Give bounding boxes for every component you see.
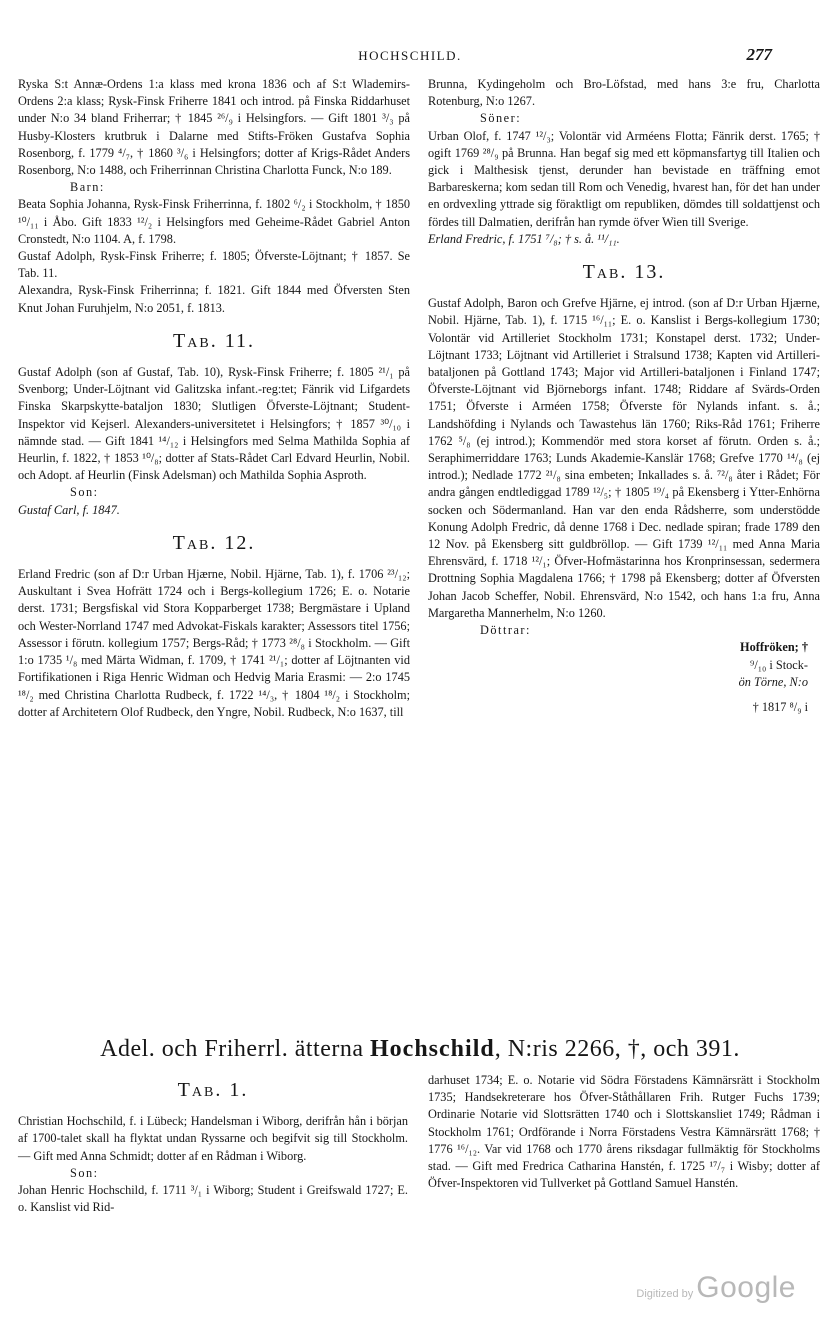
tab-12-heading: Tab. 12. — [172, 531, 256, 554]
tab-11-text: Gustaf Adolph (son af Gustaf, Tab. 10), Rysk-Finsk Friherre; f. 1805 ²¹/₁ på Svenborg; Under-Löjtnant vid Galitzska infant.-reg:tet; Fänrik vid Lifgardets Finska Skarpskytte-bataljon 1830; Slutligen Öfverste-Löjtnant; Student-Inspektor vid Kejserl. Alexanders-universitetet i Helsingfors; † 1857 ³⁰/₁₀ i nämnde stad. — Gift 1841 ¹⁴/₁₂ i Helsingfors med Selma Mathilda Sophia af Heurlin, f. 1822, † 1853 ¹⁰/₈; dotter af Stats-Rådet Carl Edvard Heurlin, Nobil. och Adopt. af Heurlin (Finsk Adelsman) och Mathilda Sophia Asproth. — [18, 365, 410, 483]
family-title-name: Hochschild — [370, 1036, 495, 1062]
dottrar-label: Döttrar: — [480, 623, 531, 638]
bottom-right-column — [428, 1072, 820, 1192]
intro-paragraph: Ryska S:t Annæ-Ordens 1:a klass med krona 1836 och af S:t Wlademirs-Ordens 2:a klass; Rysk-Finsk Friherre 1841 och introd. på Finska Riddarhuset under N:o 34 bland Friherrar; † 1845 ²⁶/₉ i Helsingfors. — Gift 1801 ³/₃ på Husby-Klosters krutbruk i Dalarne med Stifts-Fröken Gustafva Sophia Rosenborg, f. 1779 ⁴/₇, † 1860 ³/₆ i Helsingfors; dotter af Krigs-Rådet Anders Rosenborg, N:o 1488, och Friherrinnan Christina Charlotta Funck, N:o 189. — [18, 77, 410, 178]
tab-12-text: Erland Fredric (son af D:r Urban Hjærne, Nobil. Hjärne, Tab. 1), f. 1706 ²³/₁₂; Auskultant i Svea Hofrätt 1724 och i Bergs-kollegium 1726; E. o. Notarie derst. 1731; Bergsfiskal vid Stora Kopparberget 1738; Bergmästare i Upland och Wester-Norrland 1747 med Advokat-Fiskals karakter; Assessors titel 1756; Assessor i förutn. kollegium 1757; Bergs-Råd; † 1773 ²⁸/₈ i Stockholm. — Gift 1:o 1735 ¹/₈ med Märta Widman, f. 1709, † 1741 ²¹/₁; dotter af Löjtnanten vid Fortifikationen i Riga Henric Widman och Hedvig Maria Erasmi: — 2:o 1745 ¹⁸/₂ med Christina Charlotta Rudbeck, f. 1722 ¹⁴/₃, † 1804 ¹⁸/₂ i Stockholm; dotter af Architetern Olof Rudbeck, den Yngre, Nobil. Rudbeck, N:o 1637, till — [18, 567, 410, 719]
tab-1-text: Christian Hochschild, f. i Lübeck; Handelsman i Wiborg, derifrån hån i början af 1700-talet skall ha flyktat undan Ryssarne och begifvit sig till Stockholm. — Gift med Anna Schmidt; dotter af en Rådman i Wiborg. — [18, 1114, 408, 1163]
tab-13-heading: Tab. 13. — [582, 261, 666, 284]
bottom-left-column — [18, 1079, 408, 1216]
page-number: 277 — [746, 45, 772, 64]
dottrar-line-4: † 1817 ⁸/₉ i — [752, 699, 808, 714]
bottom-son-label: Son: — [70, 1165, 99, 1180]
tab-11-heading: Tab. 11. — [173, 329, 255, 352]
soner-label: Söner: — [480, 111, 522, 126]
barn-entry-3: Alexandra, Rysk-Finsk Friherrinna; f. 1821. Gift 1844 med Öfversten Sten Knut Johan Furuhjelm, N:o 2051, f. 1813. — [18, 283, 410, 315]
tab-13-text: Gustaf Adolph, Baron och Grefve Hjärne, ej introd. (son af D:r Urban Hjærne, Nobil. Hjärne, Tab. 1), f. 1715 ¹⁶/₁₁; E. o. Kanslist i Bergs-kollegium 1730; Volontär vid Artilleriet Stockholm 1731; Konstapel derst. 1732; Under-Löjtnant 1733; Löjtnant vid Artilleriet i Stralsund 1738; Kapten vid Artilleri-bataljonen på Gottland 1743; Major vid Artilleri-bataljonen i Finland 1747; Öfverste-Löjtnant vid Björneborgs infant. 1748; Riddare af Svärds-Orden 1751; Öfverste i Arméen 1758; Öfverste för Nylands infant. s. å.; Landshöfding i Nylands och Tawastehus län 1760; Riks-Råd 1761; Friherre 1762 ⁵/₈ (ej introd.); Kommendör med stora korset af förutn. Orden s. å.; Seraphimerriddare 1763; Lunds Akademie-Kanslär 1768; Grefve 1770 ¹⁴/₈ (ej introd.); Nedlade 1772 ²¹/₈ sina embeten; Inkallades s. å. ⁷²/₈ åter i Rådet; För andra gången endtlediggad 1789 ¹²/₅; † 1805 ¹⁹/₄ på Ekensberg i Ytter-Enhörna socken och Södermanland. Han var den enda Rådsherre, som understödde Konung Adolph Fredric, då denne 1768 i Dec. nedlade spiran; frade 1789 den 12 Nov. på Ekensberg sitt guldbröllop. — Gift 1739 ¹²/₁₁ med Anna Maria Ehrensvärd, f. 1718 ¹²/₁; Öfver-Hofmästarinna hos Kronprinsessan, sedermera Drottning Sophia Magdalena 1766; † 1798 på Ekensberg; dotter af Öfversten Johan Jacob Scheffer, Nobil. Ehrensvärd, N:o 1542, och hans 1:a fru, Anna Margaretha Mannerhelm, N:o 1260. — [428, 296, 820, 620]
son-entry: Gustaf Carl, f. 1847. — [18, 502, 120, 517]
google-logo-text: Google — [696, 1271, 796, 1304]
dottrar-line-3: ön Törne, N:o — [738, 674, 808, 689]
soner-entry-2: Erland Fredric, f. 1751 ⁷/₈; † s. å. ¹¹/₁₁. — [428, 231, 620, 246]
family-title-suffix: , N:ris 2266, †, och 391. — [494, 1036, 740, 1062]
son-label: Son: — [70, 485, 99, 500]
family-section-title — [0, 1036, 840, 1063]
right-column — [428, 76, 820, 716]
watermark-prefix: Digitized by — [636, 1288, 694, 1300]
soner-entry-1: Urban Olof, f. 1747 ¹²/₃; Volontär vid Arméens Flotta; Fänrik derst. 1765; † ogift 1769 ²⁸/₉ på Brunna. Han begaf sig med ett köpmansfartyg till Italien och gick i Malthesisk tjenst, derunder han bevistade en träffning emot Barbareskerna; kom sedan till Rom och Venedig, hvarest han, för det han under en ordvexling yttrade sig föraktligt om republiken, dömdes till soldattjenst och fördes till Dalmatien, derifrån han rymde öfver Wien till Sverige. — [428, 128, 820, 229]
tab-1-heading: Tab. 1. — [177, 1079, 249, 1101]
barn-entry-1: Beata Sophia Johanna, Rysk-Finsk Friherrinna, f. 1802 ⁶/₂ i Stockholm, † 1850 ¹⁰/₁₁ i Åbo. Gift 1833 ¹²/₂ i Helsingfors med Geheime-Rådet Gabriel Anton Cronstedt, N:o 1104. A, f. 1798. — [18, 197, 410, 246]
dottrar-line-1: Hoffröken; † — [740, 640, 808, 655]
continuation-text: Brunna, Kydingeholm och Bro-Löfstad, med hans 3:e fru, Charlotta Rotenburg, N:o 1267. — [428, 77, 820, 109]
family-title-prefix: Adel. och Friherrl. ätterna — [100, 1036, 364, 1062]
running-title: HOCHSCHILD. — [358, 48, 462, 63]
barn-label: Barn: — [70, 180, 105, 195]
left-column — [18, 76, 410, 721]
digitized-watermark — [636, 1271, 796, 1305]
bottom-son-text: Johan Henric Hochschild, f. 1711 ³/₁ i Wiborg; Student i Greifswald 1727; E. o. Kanslist vid Rid- — [18, 1183, 408, 1215]
barn-entry-2: Gustaf Adolph, Rysk-Finsk Friherre; f. 1805; Öfverste-Löjtnant; † 1857. Se Tab. 11. — [18, 249, 410, 281]
bottom-right-text: darhuset 1734; E. o. Notarie vid Södra Förstadens Kämnärsrätt i Stockholm 1735; Handsekreterare hos Öfver-Ståthållaren Frih. Rutger Fuchs 1739; Ordinarie Notarie vid Slottsrätten 1740 och i Slottskansliet 1749; Rådman i Stockholm 1761; Ordförande i Norra Förstadens Vestra Kämnärsrätt 1768; † 1776 ¹⁶/₁₂. Var vid 1768 och 1770 årens riksdagar fullmäktig för Stockholms stad. — Gift med Fredrica Catharina Hanstén, f. 1725 ¹⁷/₇ i Wisby; dotter af Öfver-Inspektoren vid Tullverket på Gottland Samuel Hanstén. — [428, 1073, 820, 1191]
dottrar-line-2: ⁹/₁₀ i Stock- — [750, 657, 808, 672]
